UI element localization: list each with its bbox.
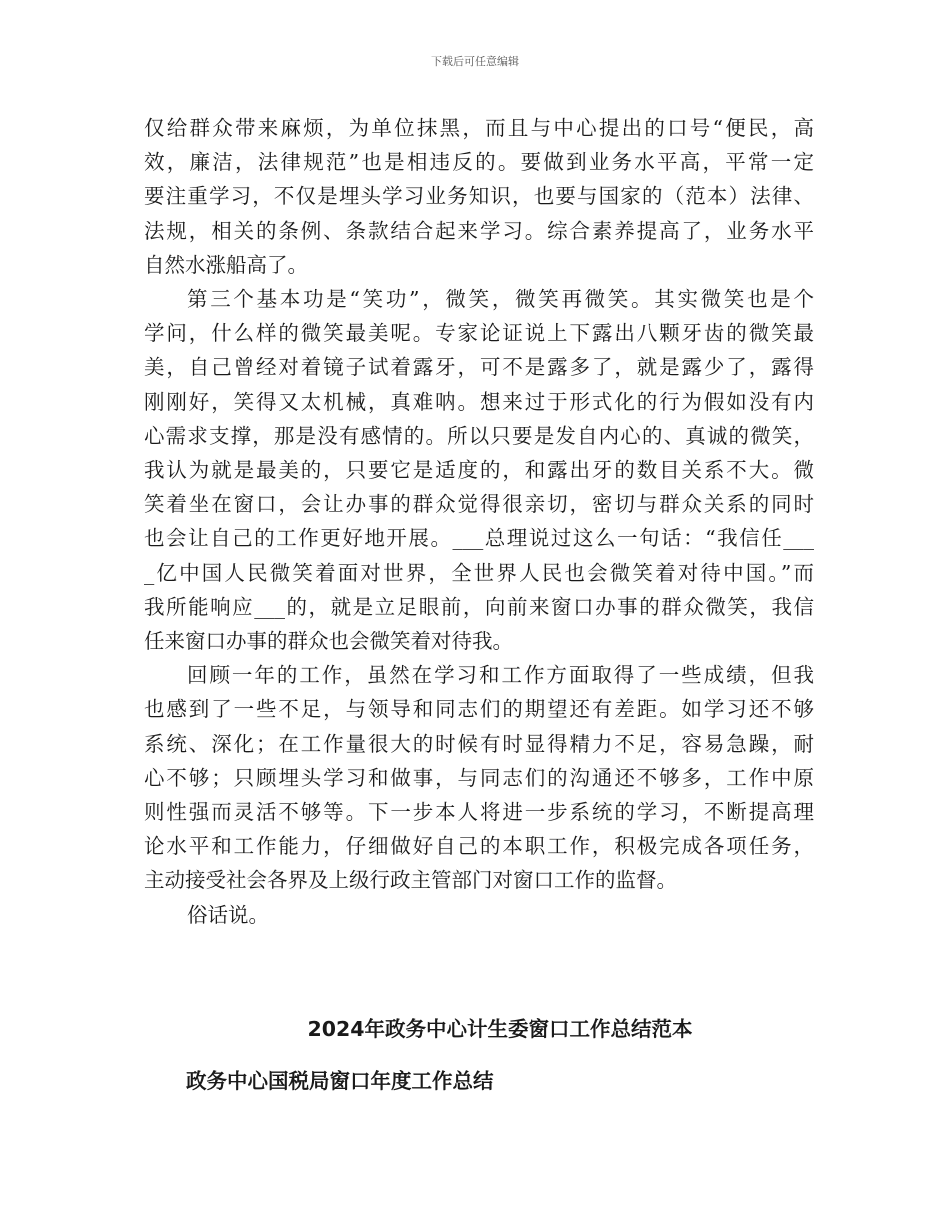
text-line: 回顾一年的工作，虽然在学习和工作方面取得了一些成绩，但我 xyxy=(187,663,814,688)
text-line: 则性强而灵活不够等。下一步本人将进一步系统的学习，不断提高理 xyxy=(144,800,814,825)
paragraph-3 xyxy=(144,658,814,897)
paragraph-4 xyxy=(144,898,814,932)
text-line: 俗话说。 xyxy=(187,902,269,927)
document-body xyxy=(144,111,814,932)
text-line: 主动接受社会各界及上级行政主管部门对窗口工作的监督。 xyxy=(144,868,677,893)
document-title: 2024年政务中心计生委窗口工作总结范本 xyxy=(307,1017,693,1041)
text-line: 学问，什么样的微笑最美呢。专家论证说上下露出八颗牙齿的微笑最 xyxy=(144,321,814,346)
text-line: 也会让自己的工作更好地开展。___总理说过这么一句话：“我信任___ xyxy=(144,526,814,551)
paragraph-2 xyxy=(144,282,814,658)
text-line: 要注重学习，不仅是埋头学习业务知识，也要与国家的（范本）法律、 xyxy=(144,184,814,209)
text-line: 美，自己曾经对着镜子试着露牙，可不是露多了，就是露少了，露得 xyxy=(144,355,814,380)
text-line: 系统、深化；在工作量很大的时候有时显得精力不足，容易急躁，耐 xyxy=(144,731,814,756)
text-line: 任来窗口办事的群众也会微笑着对待我。 xyxy=(144,629,513,654)
paragraph-1 xyxy=(144,111,814,282)
text-line: 法规，相关的条例、条款结合起来学习。综合素养提高了，业务水平 xyxy=(144,218,814,243)
text-line: 效，廉洁，法律规范”也是相违反的。要做到业务水平高，平常一定 xyxy=(144,150,814,175)
text-line: 论水平和工作能力，仔细做好自己的本职工作，积极完成各项任务， xyxy=(144,834,814,859)
text-line: 心不够；只顾埋头学习和做事，与同志们的沟通还不够多，工作中原 xyxy=(144,765,814,790)
text-line: 第三个基本功是“笑功”，微笑，微笑再微笑。其实微笑也是个 xyxy=(187,287,814,312)
page-header-note: 下载后可任意编辑 xyxy=(431,55,519,68)
text-line: 仅给群众带来麻烦，为单位抹黑，而且与中心提出的口号“便民，高 xyxy=(144,116,814,140)
text-line: 也感到了一些不足，与领导和同志们的期望还有差距。如学习还不够 xyxy=(144,697,814,722)
text-line: 自然水涨船高了。 xyxy=(144,252,308,277)
text-line: 笑着坐在窗口，会让办事的群众觉得很亲切，密切与群众关系的同时 xyxy=(144,492,814,517)
text-line: _亿中国人民微笑着面对世界，全世界人民也会微笑着对待中国。”而 xyxy=(144,560,814,585)
text-line: 我认为就是最美的，只要它是适度的，和露出牙的数目关系不大。微 xyxy=(144,458,814,483)
text-line: 我所能响应___的，就是立足眼前，向前来窗口办事的群众微笑，我信 xyxy=(144,594,814,619)
text-line: 心需求支撑，那是没有感情的。所以只要是发自内心的、真诚的微笑， xyxy=(144,423,814,448)
document-subtitle: 政务中心国税局窗口年度工作总结 xyxy=(186,1069,494,1093)
text-line: 刚刚好，笑得又太机械，真难呐。想来过于形式化的行为假如没有内 xyxy=(144,389,814,414)
